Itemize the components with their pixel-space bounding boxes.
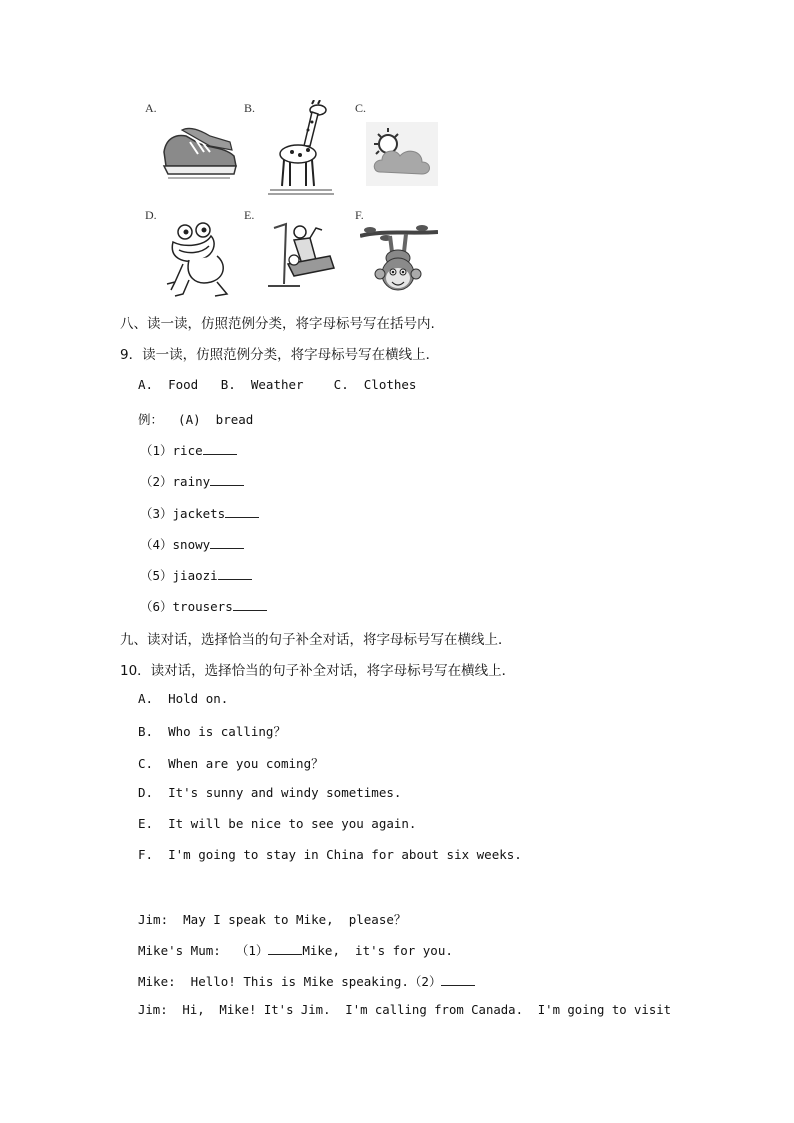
option-e: E. It will be nice to see you again. bbox=[138, 816, 417, 831]
section-9-heading: 九、读对话，选择恰当的句子补全对话，将字母标号写在横线上． bbox=[120, 632, 512, 648]
monkey-icon bbox=[360, 218, 438, 294]
item-text: （1）rice bbox=[140, 443, 203, 458]
example-line: 例： (A) bread bbox=[138, 412, 254, 427]
q9-item-3 bbox=[140, 504, 259, 522]
item-text: （2）rainy bbox=[140, 474, 211, 489]
q9-item-5 bbox=[140, 566, 252, 584]
section-8-heading: 八、读一读，仿照范例分类，将字母标号写在括号内. bbox=[120, 316, 435, 332]
option-a: A. Hold on. bbox=[138, 691, 229, 706]
question-10-heading: 10．读对话，选择恰当的句子补全对话，将字母标号写在横线上． bbox=[120, 663, 516, 679]
dialogue-line-4: Jim: Hi, Mike! It's Jim. I'm calling from Canada. I'm going to visit bbox=[138, 1003, 672, 1017]
sun-cloud-icon bbox=[366, 122, 438, 186]
frog-icon bbox=[165, 220, 233, 298]
option-c: C. When are you coming？ bbox=[138, 756, 324, 771]
picture-label-e: E. bbox=[244, 208, 255, 222]
dialogue-text: Mike, it's for you. bbox=[302, 943, 453, 958]
dialogue-text: Mike: Hello! This is Mike speaking.（2） bbox=[138, 974, 442, 989]
dialogue-line-3 bbox=[138, 972, 475, 990]
answer-blank[interactable] bbox=[210, 538, 244, 549]
option-b: B. Who is calling？ bbox=[138, 724, 286, 739]
q9-item-1 bbox=[140, 441, 237, 459]
item-text: （5）jiaozi bbox=[140, 568, 218, 583]
dentist-icon bbox=[264, 220, 338, 290]
answer-blank[interactable] bbox=[203, 444, 237, 455]
category-options: A. Food B. Weather C. Clothes bbox=[138, 377, 417, 392]
q9-item-2 bbox=[140, 472, 244, 490]
answer-blank-1[interactable] bbox=[268, 944, 302, 955]
item-text: （3）jackets bbox=[140, 506, 226, 521]
q9-item-4 bbox=[140, 535, 244, 553]
picture-label-a: A. bbox=[145, 101, 157, 115]
answer-blank[interactable] bbox=[218, 569, 252, 580]
dialogue-text: Mike's Mum: （1） bbox=[138, 943, 269, 958]
picture-label-b: B. bbox=[244, 101, 256, 115]
picture-label-f: F. bbox=[355, 208, 364, 222]
picture-label-d: D. bbox=[145, 208, 157, 222]
answer-blank[interactable] bbox=[233, 600, 267, 611]
answer-blank[interactable] bbox=[210, 475, 244, 486]
question-9-heading: 9．读一读，仿照范例分类，将字母标号写在横线上． bbox=[120, 347, 440, 363]
answer-blank[interactable] bbox=[225, 507, 259, 518]
item-text: （6）trousers bbox=[140, 599, 233, 614]
dialogue-line-2 bbox=[138, 941, 453, 959]
q9-item-6 bbox=[140, 597, 267, 615]
dialogue-line-1: Jim: May I speak to Mike, please？ bbox=[138, 912, 407, 927]
option-f: F. I'm going to stay in China for about six weeks. bbox=[138, 847, 522, 862]
answer-blank-2[interactable] bbox=[441, 975, 475, 986]
giraffe-icon bbox=[268, 100, 334, 196]
item-text: （4）snowy bbox=[140, 537, 211, 552]
option-d: D. It's sunny and windy sometimes. bbox=[138, 785, 402, 800]
picture-label-c: C. bbox=[355, 101, 367, 115]
sneakers-icon bbox=[160, 122, 240, 184]
